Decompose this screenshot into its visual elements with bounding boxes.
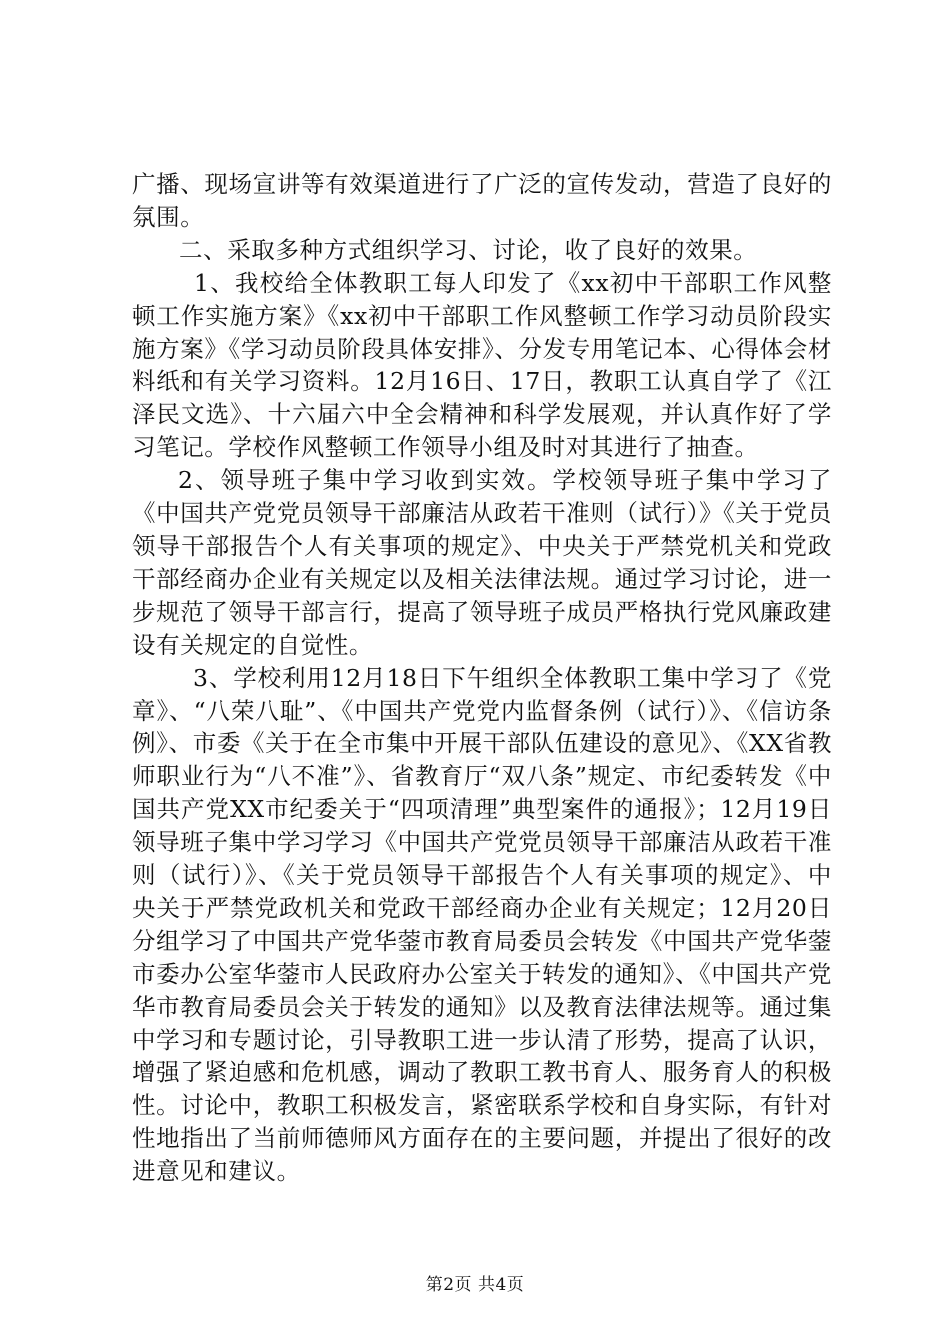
document-body	[132, 168, 832, 1188]
paragraph-item-3: 3、学校利用12月18日下午组织全体教职工集中学习了《党章》、“八荣八耻”、《中国共产党党内监督条例（试行）》、《信访条例》、市委《关于在全市集中开展干部队伍建设的意见》、《XX省教师职业行为“八不准”》、省教育厅“双八条”规定、市纪委转发《中国共产党XX市纪委关于“四项清理”典型案件的通报》；12月19日领导班子集中学习学习《中国共产党党员领导干部廉洁从政若干准则（试行）》、《关于党员领导干部报告个人有关事项的规定》、中央关于严禁党政机关和党政干部经商办企业有关规定；12月20日分组学习了中国共产党华蓥市教育局委员会转发《中国共产党华蓥市委办公室华蓥市人民政府办公室关于转发的通知》、《中国共产党华市教育局委员会关于转发的通知》以及教育法律法规等。通过集中学习和专题讨论，引导教职工进一步认清了形势，提高了认识，增强了紧迫感和危机感，调动了教职工教书育人、服务育人的积极性。讨论中，教职工积极发言，紧密联系学校和自身实际，有针对性地指出了当前师德师风方面存在的主要问题，并提出了很好的改进意见和建议。	[132, 663, 832, 1186]
paragraph-item-2: 2、领导班子集中学习收到实效。学校领导班子集中学习了《中国共产党党员领导干部廉洁从政若干准则（试行）》《关于党员领导干部报告个人有关事项的规定》、中央关于严禁党机关和党政干部经商办企业有关规定以及相关法律法规。通过学习讨论，进一步规范了领导干部言行，提高了领导班子成员严格执行党风廉政建设有关规定的自觉性。	[132, 466, 832, 659]
section-heading-study-discussion: 二、采取多种方式组织学习、讨论，收了良好的效果。	[179, 235, 758, 264]
paragraph-item-1: 1、我校给全体教职工每人印发了《xx初中干部职工作风整顿工作实施方案》《xx初中干部职工作风整顿工作学习动员阶段实施方案》《学习动员阶段具体安排》、分发专用笔记本、心得体会材料纸和有关学习资料。12月16日、17日，教职工认真自学了《江泽民文选》、十六届六中全会精神和科学发展观，并认真作好了学习笔记。学校作风整顿工作领导小组及时对其进行了抽查。	[132, 268, 832, 462]
paragraph-publicity-continuation: 广播、现场宣讲等有效渠道进行了广泛的宣传发动，营造了良好的氛围。	[132, 170, 832, 231]
page-number-footer: 第2页 共4页	[425, 1275, 525, 1295]
